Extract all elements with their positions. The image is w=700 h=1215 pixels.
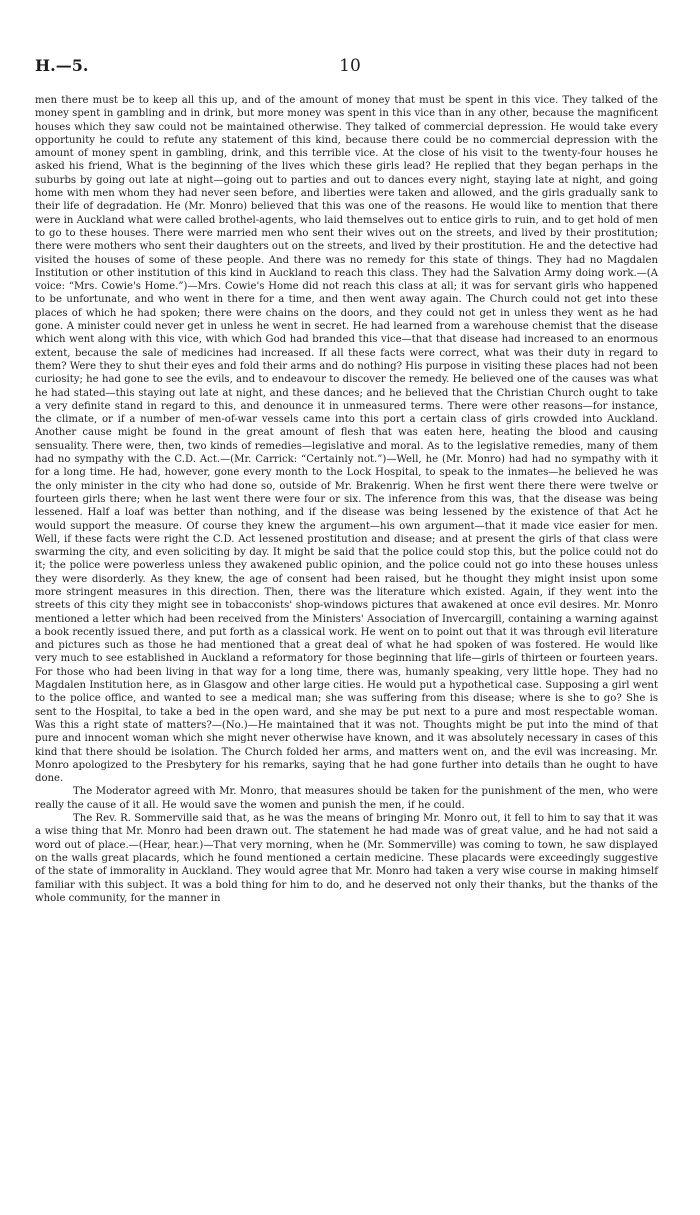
page-header [0, 56, 700, 80]
body-text [35, 94, 658, 905]
paper-reference: H.—5. [35, 56, 89, 75]
page-number: 10 [339, 56, 361, 76]
paragraph-moderator: The Moderator agreed with Mr. Monro, that measures should be taken for the punishment of the men, who were really the cause of it all. He would save the women and punish the men, if he could. [35, 786, 658, 811]
paragraph-sommerville: The Rev. R. Sommerville said that, as he was the means of bringing Mr. Monro out, it fell to him to say that it was a wise thing that Mr. Monro had been drawn out. The statement he had made was of great value, and he had not said a word out of place.—(Hear, hear.)—That very morning, when he (Mr. Sommerville) was coming to town, he saw displayed on the walls great placards, which he found mentioned a certain medicine. These placards were exceedingly suggestive of the state of immorality in Auckland. They would agree that Mr. Monro had taken a very wise course in making himself familiar with this subject. It was a bold thing for him to do, and he deserved not only their thanks, but the thanks of the whole community, for the manner in [35, 813, 658, 904]
paragraph-continued: men there must be to keep all this up, and of the amount of money that must be spent in this vice. They talked of the money spent in gambling and in drink, but more money was spent in this vice than in any other, because the magnificent houses which they saw could not be maintained otherwise. They talked of commercial depression. He would take every opportunity he could to refute any statement of this kind, because there could be no commercial depression with the amount of money spent in gambling, drink, and this terrible vice. At the close of his visit to the twenty-four houses he asked his friend, What is the beginning of the lives which these girls lead? He replied that they began perhaps in the suburbs by going out late at night—going out to parties and out to dances every night, staying late at night, and going home with men whom they had never seen before, and liberties were taken and allowed, and the girls gradually sank to their life of degradation. He (Mr. Monro) believed that this was one of the reasons. He would like to mention that there were in Auckland what were called brothel-agents, who laid themselves out to entice girls to ruin, and to get hold of men to go to these houses. There were married men who sent their wives out on the streets, and lived by their prostitution; there were mothers who sent their daughters out on the streets, and lived by their prostitution. He and the detective had visited the houses of some of these people. And there was no remedy for this state of things. They had no Magdalen Institution or other institution of this kind in Auckland to reach this class. They had the Salvation Army doing work.—(A voice: “Mrs. Cowie's Home.”)—Mrs. Cowie's Home did not reach this class at all; it was for servant girls who happened to be unfortunate, and who went in there for a time, and then went away again. The Church could not get into these places of which he had spoken; there were chains on the doors, and they could not get in unless they went as he had gone. A minister could never get in unless he went in secret. He had learned from a warehouse chemist that the disease which went along with this vice, with which God had branded this vice—that that disease had increased to an enormous extent, because the sale of medicines had increased. If all these facts were correct, what was their duty in regard to them? Were they to shut their eyes and fold their arms and do nothing? His purpose in visiting these places had not been curiosity; he had gone to see the evils, and to endeavour to discover the remedy. He believed one of the causes was what he had stated—this staying out late at night, and these dances; and he believed that the Christian Church ought to take a very definite stand in regard to this, and denounce it in unmeasured terms. There were other reasons—for instance, the climate, or if a number of men-of-war vessels came into this port a certain class of girls crowded into Auckland. Another cause might be found in the great amount of flesh that was eaten here, heating the blood and causing sensuality. There were, then, two kinds of remedies—legislative and moral. As to the legislative remedies, many of them had no sympathy with the C.D. Act.—(Mr. Carrick: “Certainly not.”)—Well, he (Mr. Monro) had had no sympathy with it for a long time. He had, however, gone every month to the Lock Hospital, to speak to the inmates—he believed he was the only minister in the city who had done so, outside of Mr. Brakenrig. When he first went there there were twelve or fourteen girls there; when he last went there were four or six. The inference from this was, that the disease was being lessened. Half a loaf was better than nothing, and if the disease was being lessened by the existence of that Act he would support the measure. Of course they knew the argument—his own argument—that it made vice easier for men. Well, if these facts were right the C.D. Act lessened prostitution and disease; and at present the girls of that class were swarming the city, and even soliciting by day. It might be said that the police could stop this, but the police could not do it; the police were powerless unless they awakened public opinion, and the police could not go into these houses unless they were disorderly. As they knew, the age of consent had been raised, but he thought they might insist upon some more stringent measures in this direction. Then, there was the literature which existed. Again, if they went into the streets of this city they might see in tobacconists' shop-windows pictures that awakened at once evil desires. Mr. Monro mentioned a letter which had been received from the Ministers' Association of Invercargill, containing a warning against a book recently issued there, and put forth as a classical work. He went on to point out that it was through evil literature and pictures such as those he had mentioned that a great deal of what he had spoken of was fostered. He would like very much to see established in Auckland a reformatory for those beginning that life—girls of thirteen or fourteen years. For those who had been living in that way for a long time, there was, humanly speaking, very little hope. They had no Magdalen Institution here, as in Glasgow and other large cities. He would put a hypothetical case. Supposing a girl went to the police office, and wanted to see a medical man; she was suffering from this disease; where is she to go? She is sent to the Hospital, to take a bed in the open ward, and she may be put next to a pure and most respectable woman. Was this a right state of matters?—(No.)—He maintained that it was not. Thoughts might be put into the mind of that pure and innocent woman which she might never otherwise have known, and it was absolutely necessary in cases of this kind that there should be isolation. The Church folded her arms, and matters went on, and the evil was increasing. Mr. Monro apologized to the Presbytery for his remarks, saying that he had gone further into details than he ought to have done. [35, 95, 658, 785]
